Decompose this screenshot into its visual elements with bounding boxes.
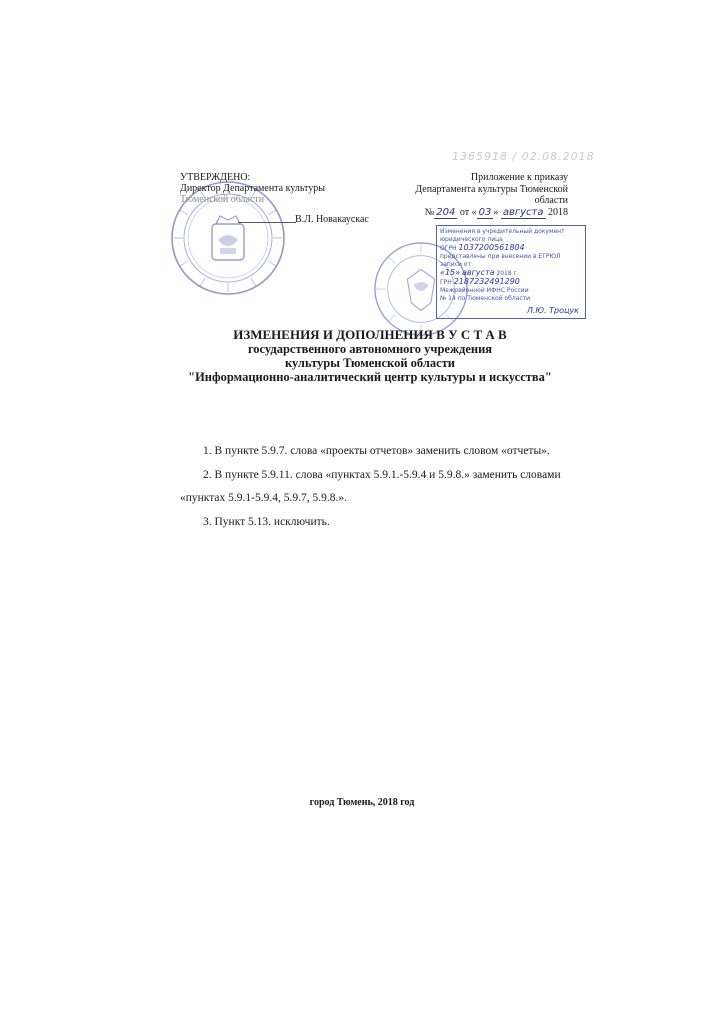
order-number-line [378,207,568,219]
stamp-grn-label: ГРН [440,279,452,286]
stamp-row-1: Изменения в учредительный документ [440,228,565,235]
stamp-ogrn-value: 1037200561804 [458,244,525,252]
approval-signature-line [180,212,369,225]
stamp-row-9: № 14 по Тюменской области [440,295,531,302]
scan-mark: 1365918 / 02.08.2018 [452,150,595,163]
document-footer: город Тюмень, 2018 год [309,797,415,808]
stamp-date-month: августа [461,269,495,277]
stamp-row-8: Межрайонной ИФНС России [440,287,529,294]
amendment-item-3: 3. Пункт 5.13. исключить. [203,515,330,528]
amendment-item-2: 2. В пункте 5.9.11. слова «пунктах 5.9.1.-5.9.4 и 5.9.8.» заменить словами [203,468,561,481]
amendment-item-1: 1. В пункте 5.9.7. слова «проекты отчетов» заменить словом «отчеты». [203,445,550,457]
stamp-row-4: представлены при внесении в ЕГРЮЛ [440,253,561,260]
appendix-line3: области [534,195,568,206]
stamp-row-ogrn [440,244,582,253]
amendments-list [180,440,600,534]
order-date-quote: » [493,206,499,218]
registration-stamp [436,225,586,319]
title-line2: государственного автономного учреждения [247,342,493,356]
appendix-line1: Приложение к приказу [470,172,568,183]
amendment-item-2-continued: «пунктах 5.9.1-5.9.4, 5.9.7, 5.9.8.». [180,492,347,504]
title-line3: культуры Тюменской области [284,356,456,370]
approval-block [180,172,380,225]
title-main: ИЗМЕНЕНИЯ И ДОПОЛНЕНИЯ В У С Т А В [233,327,507,342]
approval-region: Тюменской области [180,194,265,205]
order-number-value: 204 [436,206,456,218]
order-date-day: 03 [478,206,492,218]
stamp-ogrn-label: ОГРН [440,245,457,252]
stamp-row-2: юридического лица [440,236,503,243]
stamp-row-date [440,269,582,278]
stamp-row-5: записи от [440,261,471,268]
title-line4: "Информационно-аналитический центр культуры и искусства" [188,370,552,384]
order-number-prefix: № [424,206,435,218]
approval-signer-name: В.Л. Новакаускас [295,214,369,225]
stamp-grn-value: 2187232491290 [453,278,520,286]
order-date-year: 2018 [548,206,568,218]
stamp-row-grn [440,278,582,287]
appendix-line2: Департамента культуры Тюменской [415,183,568,195]
approval-heading: УТВЕРЖДЕНО: [180,172,251,183]
approval-director: Директор Департамента культуры [180,183,325,194]
order-date-from: от « [459,206,477,218]
appendix-block [378,172,568,218]
signature-underline [238,222,296,223]
stamp-date-day: «15» [440,269,461,277]
stamp-signature: Л.Ю. Троцук [526,306,579,315]
document-title [150,327,590,384]
stamp-date-year: 2018 г. [496,270,519,277]
order-date-month: августа [502,206,544,218]
